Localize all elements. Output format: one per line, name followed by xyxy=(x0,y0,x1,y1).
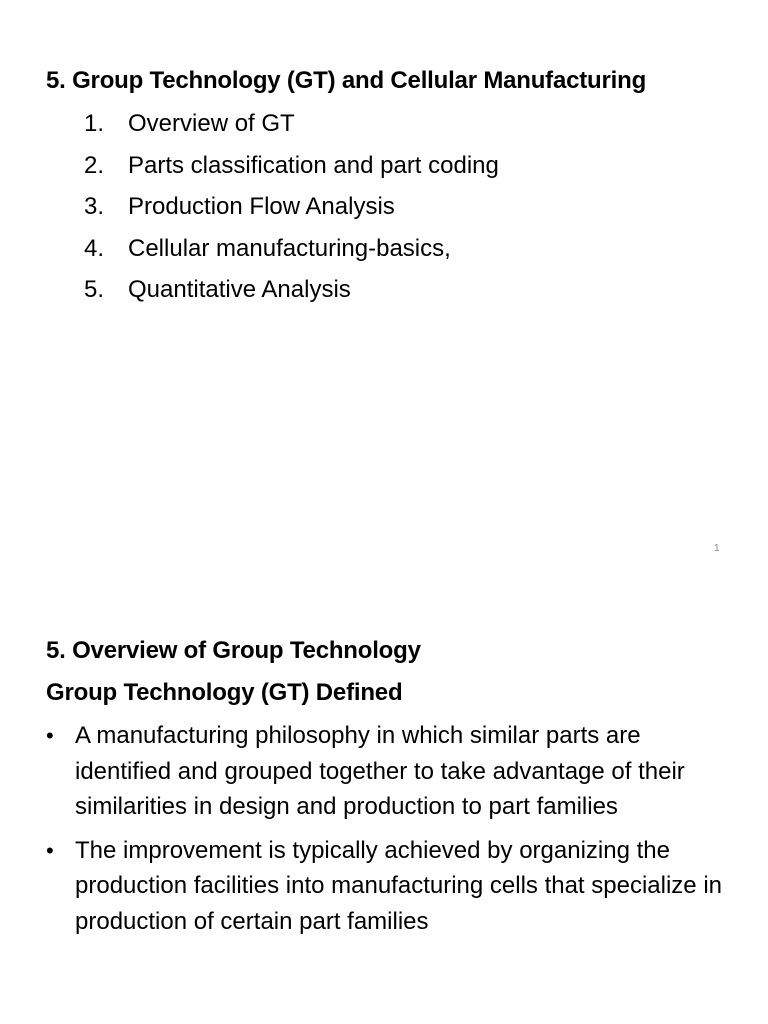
bullet-icon: • xyxy=(46,723,54,748)
item-number: 5. xyxy=(84,276,105,303)
item-number: 2. xyxy=(84,151,105,179)
item-number: 1. xyxy=(84,110,105,137)
bullet-text: A manufacturing philosophy in which similar parts are identified and grouped together to take advantage of their similarities in design and production to part families xyxy=(75,722,685,820)
item-text: Cellular manufacturing-basics, xyxy=(128,234,451,262)
bullet-item xyxy=(46,833,736,940)
page-number: 1 xyxy=(714,543,720,554)
topic-item xyxy=(84,233,499,275)
topic-item xyxy=(84,191,499,233)
slide-subtitle: Group Technology (GT) Defined xyxy=(46,679,403,706)
topic-item xyxy=(84,150,499,192)
item-text: Production Flow Analysis xyxy=(128,193,395,220)
item-text: Parts classification and part coding xyxy=(128,151,499,179)
topic-item xyxy=(84,108,499,150)
bullet-text: The improvement is typically achieved by organizing the production facilities into manufacturing cells that specialize in production of certain part families xyxy=(75,836,723,935)
bullet-list xyxy=(46,718,736,947)
slide-title: 5. Overview of Group Technology xyxy=(46,637,421,664)
bullet-item xyxy=(46,718,736,825)
bullet-icon: • xyxy=(46,837,54,863)
item-number: 3. xyxy=(84,193,105,220)
slide-title: 5. Group Technology (GT) and Cellular Manufacturing xyxy=(46,67,647,94)
topic-item xyxy=(84,274,499,316)
slide-2 xyxy=(0,570,768,1024)
topic-list xyxy=(84,108,499,316)
item-text: Quantitative Analysis xyxy=(128,276,351,303)
item-number: 4. xyxy=(84,234,105,262)
item-text: Overview of GT xyxy=(128,110,295,137)
